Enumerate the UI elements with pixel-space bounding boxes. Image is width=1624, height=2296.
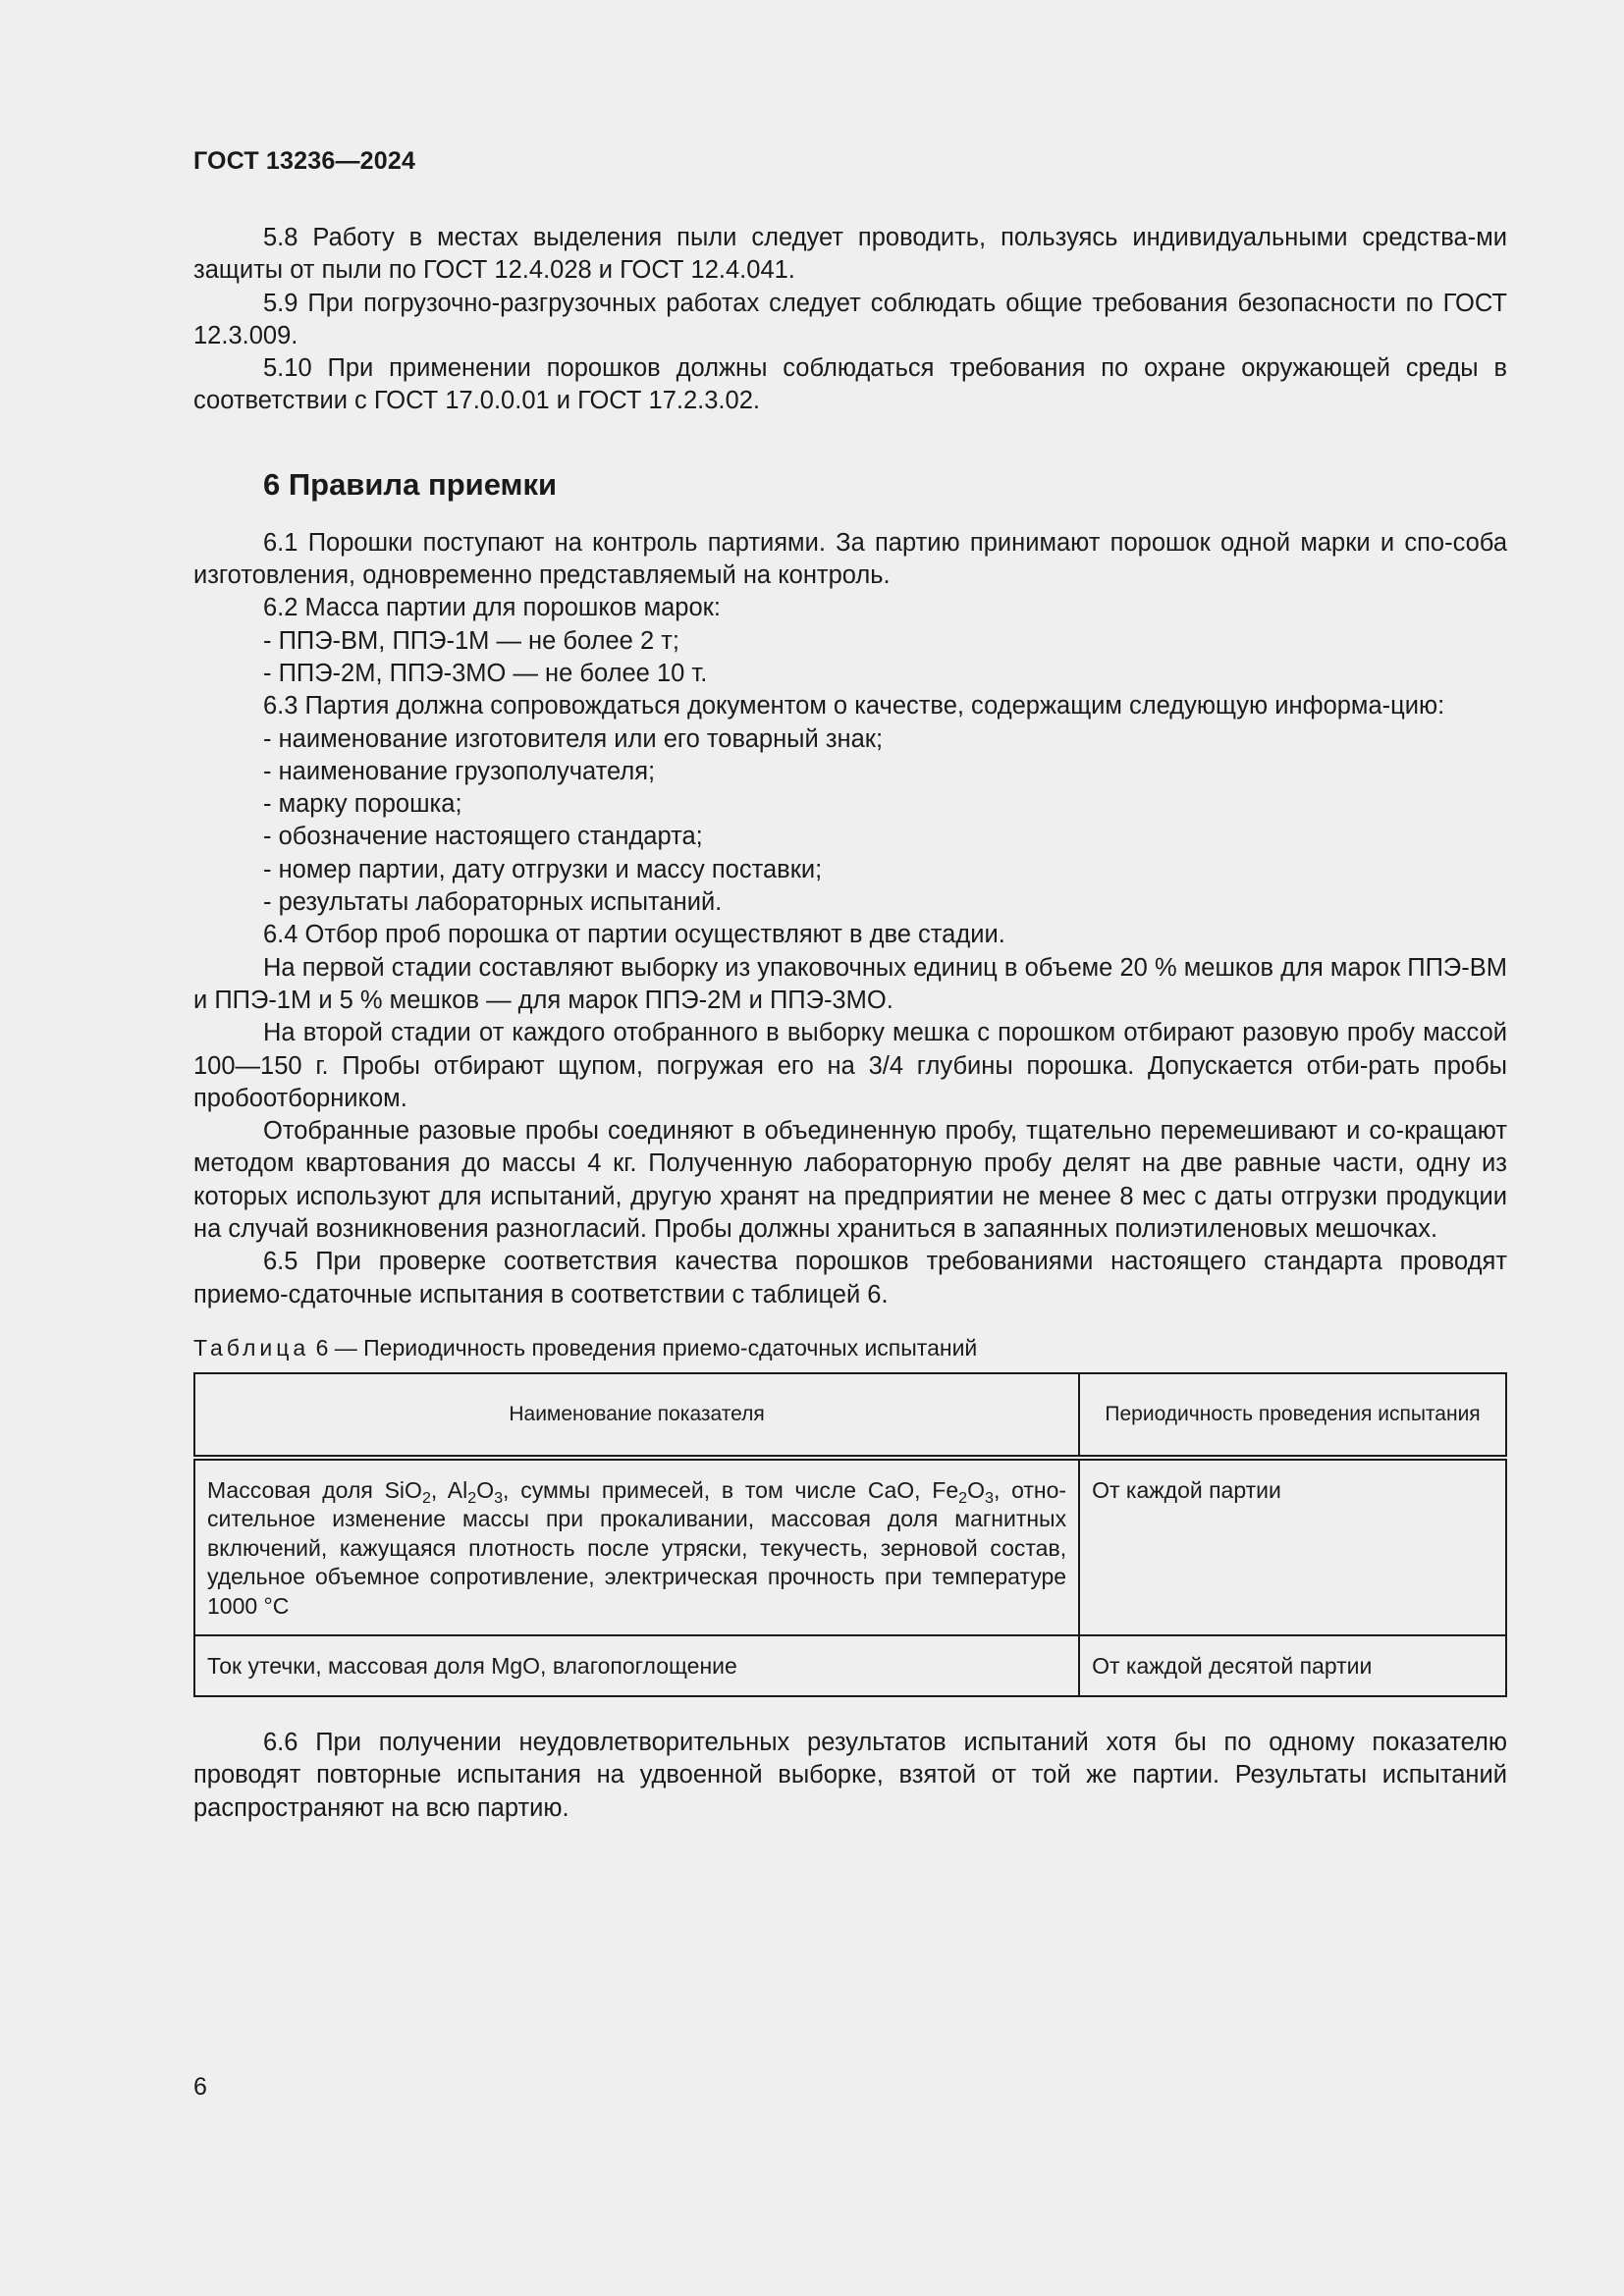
column-header-periodicity: Периодичность проведения испытания [1079,1373,1506,1458]
list-item: - ППЭ-ВМ, ППЭ-1М — не более 2 т; [263,626,679,655]
document-header: ГОСТ 13236—2024 [193,147,416,175]
table-row [194,1635,1506,1696]
list-item: - ППЭ-2М, ППЭ-3МО — не более 10 т. [263,659,708,687]
page-content [193,222,1507,1825]
table-caption-text: 6 — Периодичность проведения приемо-сдаточных испытаний [315,1334,978,1361]
table-cell-periodicity: От каждой десятой партии [1079,1635,1506,1696]
paragraph-6-4-stage1: На первой стадии составляют выборку из упаковочных единиц в объеме 20 % мешков для марок ППЭ-ВМ и ППЭ-1М и 5 % мешков — для марок ППЭ-2М и ППЭ-3МО. [193,953,1507,1014]
table-header-row [194,1373,1506,1458]
paragraph-5-9: 5.9 При погрузочно-разгрузочных работах следует соблюдать общие требования безопасности по ГОСТ 12.3.009. [193,289,1507,349]
list-item: - обозначение настоящего стандарта; [263,823,703,851]
table-6 [193,1372,1507,1697]
paragraph-6-3: 6.3 Партия должна сопровождаться документом о качестве, содержащим следующую информа-цию: [263,692,1445,721]
list-item: - наименование изготовителя или его товарный знак; [263,724,884,753]
paragraph-6-6: 6.6 При получении неудовлетворительных результатов испытаний хотя бы по одному показателю проводят повторные испытания на удвоенной выборке, взятой от той же партии. Результаты испытаний распространяют на всю партию. [193,1728,1507,1822]
table-cell-indicator: Ток утечки, массовая доля MgO, влагопоглощение [194,1635,1079,1696]
paragraph-6-4-stage2: На второй стадии от каждого отобранного в выборку мешка с порошком отбирают разовую пробу массой 100—150 г. Пробы отбирают щупом, погружая его на 3/4 глубины порошка. Допускается отби-рать пробы пробоотборником. [193,1019,1507,1112]
paragraph-6-5: 6.5 При проверке соответствия качества порошков требованиями настоящего стандарта проводят приемо-сдаточные испытания в соответствии с таблицей 6. [193,1248,1507,1308]
section-6-title: 6 Правила приемки [263,466,558,502]
table-caption-label: Таблица [193,1334,310,1361]
paragraph-6-4: 6.4 Отбор проб порошка от партии осуществляют в две стадии. [263,921,1005,949]
table-cell-indicator: Массовая доля SiO$_2$, $Al_2O_3$, суммы примесей, в том числе CaO, $Fe_2O_3$, отно-сительное изменение массы при прокаливании, массовая доля магнитных включений, кажущаяся плотность после утряски, текучесть, зерновой состав, удельное объемное сопротивление, электрическая прочность при температуре 1000 °С [194,1458,1079,1636]
column-header-indicator: Наименование показателя [194,1373,1079,1458]
table-row [194,1458,1506,1636]
list-item: - марку порошка; [263,790,462,819]
list-item: - номер партии, дату отгрузки и массу поставки; [263,855,823,883]
paragraph-6-1: 6.1 Порошки поступают на контроль партиями. За партию принимают порошок одной марки и спо-соба изготовления, одновременно представляемый на контроль. [193,528,1507,590]
paragraph-6-4-combined: Отобранные разовые пробы соединяют в объединенную пробу, тщательно перемешивают и со-кращают методом квартования до массы 4 кг. Полученную лабораторную пробу делят на две равные части, одну из которых используют для испытаний, другую хранят на предприятии не менее 8 мес с даты отгрузки продукции на случай возникновения разногласий. Пробы должны храниться в запаянных полиэтиленовых мешочках. [193,1117,1507,1244]
page-number: 6 [193,2073,207,2101]
paragraph-5-8: 5.8 Работу в местах выделения пыли следует проводить, пользуясь индивидуальными средства-ми защиты от пыли по ГОСТ 12.4.028 и ГОСТ 12.4.041. [193,224,1507,285]
paragraph-5-10: 5.10 При применении порошков должны соблюдаться требования по охране окружающей среды в соответствии с ГОСТ 17.0.0.01 и ГОСТ 17.2.3.02. [193,354,1507,415]
table-cell-periodicity: От каждой партии [1079,1458,1506,1636]
table-6-caption [193,1333,1507,1362]
paragraph-6-2: 6.2 Масса партии для порошков марок: [263,594,721,622]
list-item: - наименование грузополучателя; [263,757,656,785]
list-item: - результаты лабораторных испытаний. [263,888,723,917]
